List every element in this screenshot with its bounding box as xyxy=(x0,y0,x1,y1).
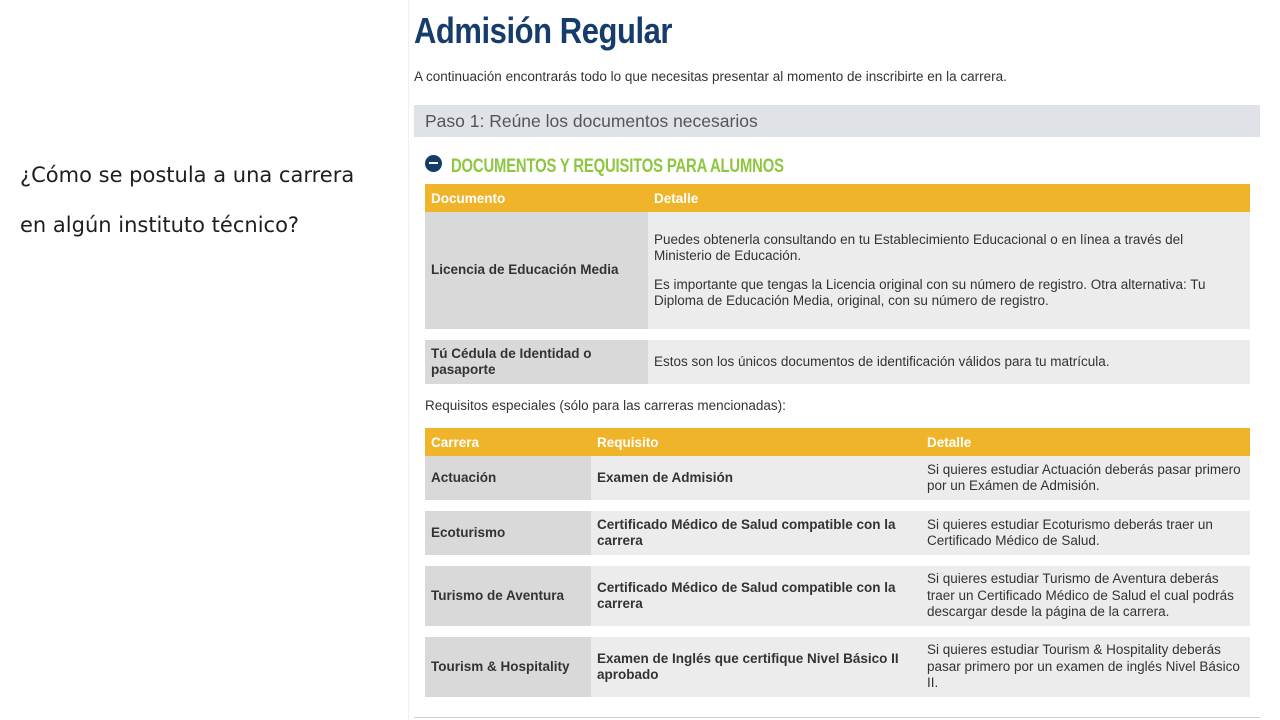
section-header[interactable] xyxy=(425,155,878,179)
step-bar: Paso 1: Reúne los documentos necesarios xyxy=(414,105,1260,137)
requisito-cell: Examen de Inglés que certifique Nivel Básico II aprobado xyxy=(591,637,921,697)
column-header-requisito: Requisito xyxy=(591,428,921,456)
requirements-table xyxy=(425,428,1250,697)
detalle-paragraph: Puedes obtenerla consultando en tu Establecimiento Educacional o en línea a través del Ministerio de Educación. xyxy=(654,231,1184,263)
detalle-paragraph: Es importante que tengas la Licencia original con su número de registro. Otra alternativa: Tu Diploma de Educación Media, original, con su número de registro. xyxy=(654,276,1206,308)
detalle-cell: Si quieres estudiar Actuación deberás pasar primero por un Exámen de Admisión. xyxy=(921,456,1250,500)
detalle-cell: Si quieres estudiar Tourism & Hospitality deberás pasar primero por un examen de inglés Nivel Básico II. xyxy=(921,637,1250,697)
question-line-1: ¿Cómo se postula a una carrera xyxy=(20,163,355,187)
intro-text: A continuación encontrarás todo lo que necesitas presentar al momento de inscribirte en la carrera. xyxy=(414,69,1007,84)
special-requirements-label: Requisitos especiales (sólo para las carreras mencionadas): xyxy=(425,398,786,413)
carrera-cell: Turismo de Aventura xyxy=(425,566,591,626)
table-row xyxy=(425,212,1250,329)
question-line-2: en algún instituto técnico? xyxy=(20,213,300,237)
admission-page-screenshot xyxy=(408,0,1270,720)
detalle-cell: Estos son los únicos documentos de identificación válidos para tu matrícula. xyxy=(648,340,1250,384)
column-header-detalle: Detalle xyxy=(921,428,1250,456)
carrera-cell: Ecoturismo xyxy=(425,511,591,555)
table-row xyxy=(425,511,1250,555)
carrera-cell: Tourism & Hospitality xyxy=(425,637,591,697)
column-header-carrera: Carrera xyxy=(425,428,591,456)
detalle-cell xyxy=(648,212,1250,329)
table-row xyxy=(425,566,1250,626)
documento-cell: Licencia de Educación Media xyxy=(425,212,648,329)
detalle-cell: Si quieres estudiar Ecoturismo deberás traer un Certificado Médico de Salud. xyxy=(921,511,1250,555)
page-title: Admisión Regular xyxy=(414,10,673,51)
collapse-minus-icon[interactable] xyxy=(425,155,442,172)
table-row xyxy=(425,637,1250,697)
slide-question xyxy=(20,150,400,250)
bottom-divider xyxy=(414,717,1260,718)
requisito-cell: Certificado Médico de Salud compatible con la carrera xyxy=(591,566,921,626)
section-title[interactable]: DOCUMENTOS Y REQUISITOS PARA ALUMNOS xyxy=(451,156,784,177)
column-header-detalle: Detalle xyxy=(648,184,1250,212)
documento-cell: Tú Cédula de Identidad o pasaporte xyxy=(425,340,648,384)
table-row xyxy=(425,456,1250,500)
requisito-cell: Examen de Admisión xyxy=(591,456,921,500)
table-row xyxy=(425,340,1250,384)
carrera-cell: Actuación xyxy=(425,456,591,500)
requisito-cell: Certificado Médico de Salud compatible con la carrera xyxy=(591,511,921,555)
documents-table xyxy=(425,184,1250,384)
detalle-cell: Si quieres estudiar Turismo de Aventura deberás traer un Certificado Médico de Salud el cual podrás descargar desde la página de la carrera. xyxy=(921,566,1250,626)
column-header-documento: Documento xyxy=(425,184,648,212)
